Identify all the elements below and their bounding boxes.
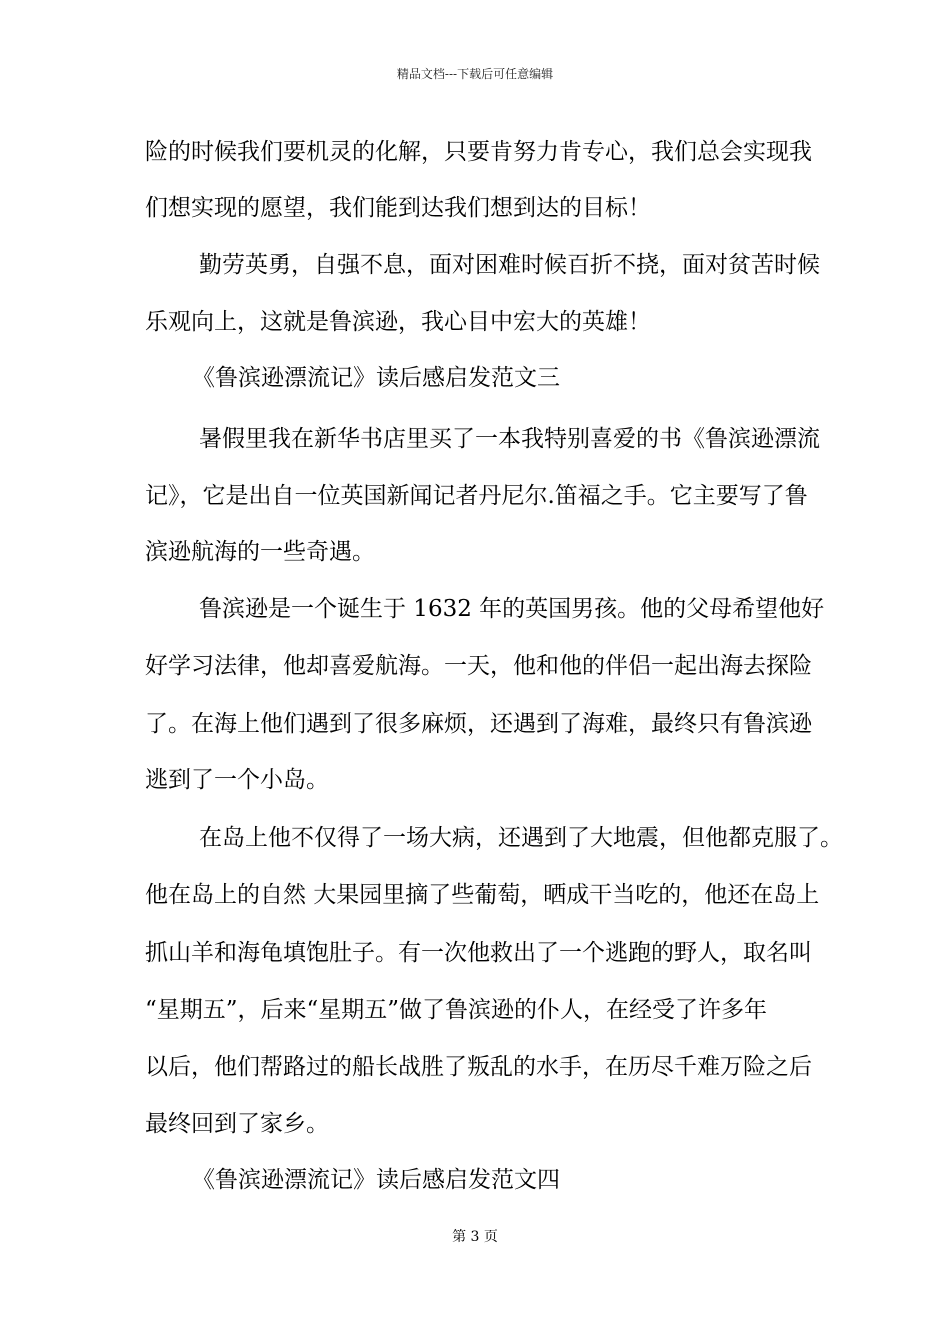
section-heading: 《鲁滨逊漂流记》读后感启发范文四 bbox=[192, 1167, 560, 1193]
body-line: 勤劳英勇，自强不息，面对困难时候百折不挠，面对贫苦时候 bbox=[199, 252, 820, 278]
body-line: “星期五”，后来“星期五”做了鲁滨逊的仆人，在经受了许多年 bbox=[145, 997, 768, 1023]
section-heading: 《鲁滨逊漂流记》读后感启发范文三 bbox=[192, 365, 560, 391]
body-line: 最终回到了家乡。 bbox=[145, 1111, 329, 1137]
body-line: 好学习法律，他却喜爱航海。一天，他和他的伴侣一起出海去探险 bbox=[145, 653, 812, 679]
body-line: 以后，他们帮路过的船长战胜了叛乱的水手，在历尽千难万险之后 bbox=[145, 1054, 812, 1080]
body-line: 记》，它是出自一位英国新闻记者丹尼尔.笛福之手。它主要写了鲁 bbox=[145, 483, 808, 509]
body-line: 了。在海上他们遇到了很多麻烦，还遇到了海难，最终只有鲁滨逊 bbox=[145, 711, 812, 737]
body-line: 逃到了一个小岛。 bbox=[145, 767, 329, 793]
page-number: 第 3 页 bbox=[452, 1229, 498, 1245]
body-line: 滨逊航海的一些奇遇。 bbox=[145, 539, 375, 565]
body-line: 们想实现的愿望，我们能到达我们想到达的目标！ bbox=[145, 195, 651, 221]
body-line: 暑假里我在新华书店里买了一本我特别喜爱的书《鲁滨逊漂流 bbox=[199, 426, 820, 452]
body-line: 乐观向上，这就是鲁滨逊，我心目中宏大的英雄！ bbox=[145, 309, 651, 335]
body-line: 险的时候我们要机灵的化解，只要肯努力肯专心，我们总会实现我 bbox=[145, 139, 812, 165]
body-line: 鲁滨逊是一个诞生于 1632 年的英国男孩。他的父母希望他好 bbox=[199, 596, 825, 622]
body-line: 他在岛上的自然 大果园里摘了些葡萄，晒成干当吃的，他还在岛上 bbox=[145, 882, 820, 908]
body-line: 在岛上他不仅得了一场大病，还遇到了大地震，但他都克服了。 bbox=[199, 825, 843, 851]
body-line: 抓山羊和海龟填饱肚子。有一次他救出了一个逃跑的野人，取名叫 bbox=[145, 940, 812, 966]
page-header: 精品文档---下载后可任意编辑 bbox=[396, 67, 554, 81]
